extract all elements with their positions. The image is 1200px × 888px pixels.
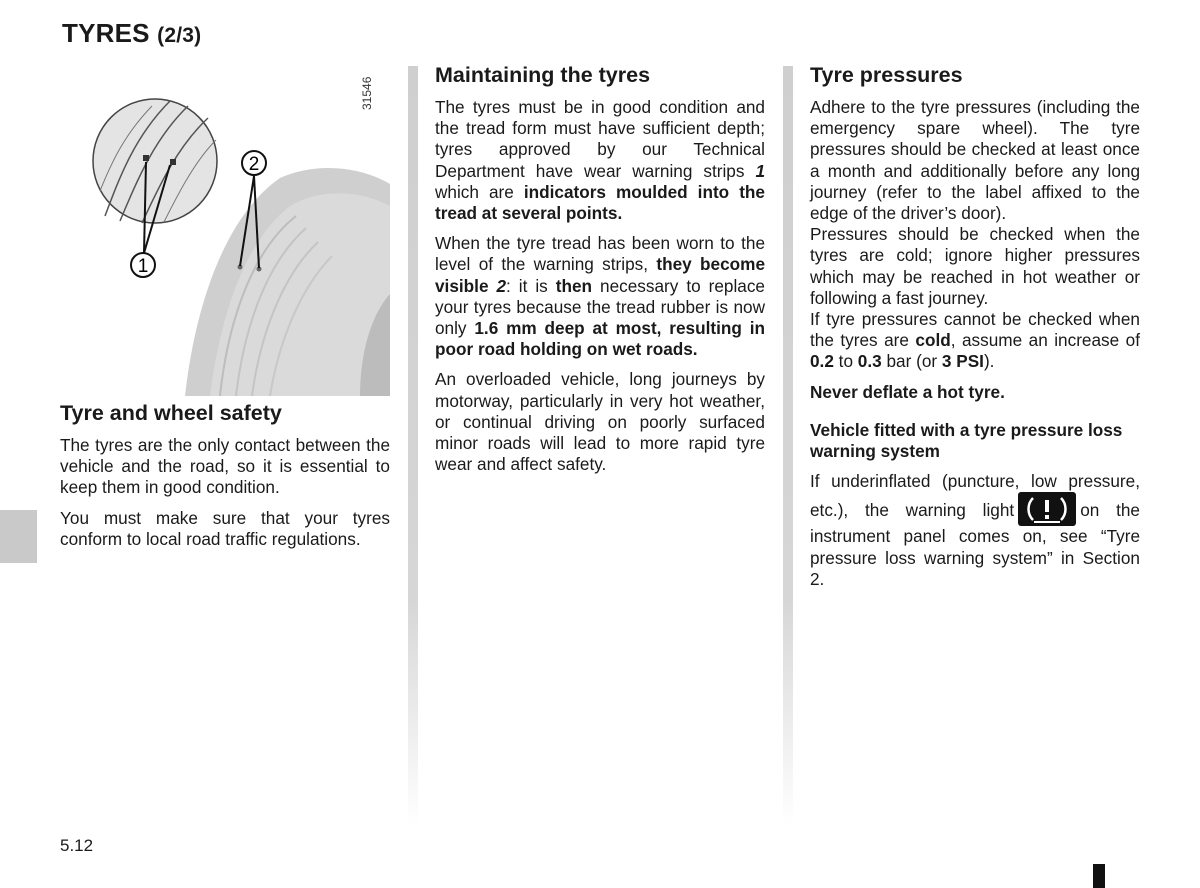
maintaining-tyres-heading: Maintaining the tyres — [435, 63, 651, 87]
column-divider-right — [783, 66, 793, 826]
corner-mark — [1093, 864, 1105, 888]
pressures-paragraph-2: Pressures should be checked when the tyres are cold; ignore higher pressures which may be reached in hot weather or following a fast journey. — [810, 224, 1140, 308]
tyre-pressures-heading: Tyre pressures — [810, 63, 963, 87]
maintaining-paragraph-2: When the tyre tread has been worn to the level of the warning strips, they become visible 2: it is then necessary to replace your tyres because the tread rubber is now only 1.6 mm deep at most, resulting in poor road holding on wet roads. — [435, 233, 766, 360]
tyre-safety-paragraph-2: You must make sure that your tyres conform to local road traffic regulations. — [60, 507, 390, 549]
tread-detail — [93, 99, 217, 223]
callout-2-label: 2 — [248, 154, 260, 175]
maintaining-paragraph-3: An overloaded vehicle, long journeys by motorway, particularly in very hot weather, or continual driving on poorly surfaced minor roads will lead to more rapid tyre wear and affect safety. — [435, 369, 765, 475]
column-divider-left — [408, 66, 418, 826]
tyre-safety-heading: Tyre and wheel safety — [60, 401, 282, 425]
pressures-paragraph-1: Adhere to the tyre pressures (including the emergency spare wheel). The tyre pressures should be checked at least once a month and additionally before any long journey (refer to the label affixed to the edge of the driver’s door). — [810, 97, 1140, 224]
warning-system-subheading: Vehicle fitted with a tyre pressure loss warning system — [810, 419, 1123, 462]
pressures-paragraph-3: If tyre pressures cannot be checked when the tyres are cold, assume an increase of 0.2 to 0.3 bar (or 3 PSI). — [810, 309, 1140, 372]
pressures-paragraph-4: If underinflated (puncture, low pressure, etc.), the warning light on the instrument panel comes on, see “Tyre pressure loss warning system” in Section 2. — [810, 471, 1140, 589]
tyre-drawing — [60, 66, 392, 396]
callout-1-label: 1 — [137, 256, 149, 277]
page-title — [62, 18, 201, 49]
hot-tyre-warning: Never deflate a hot tyre. — [810, 381, 1005, 402]
tyre-safety-section — [60, 400, 390, 559]
page-title-text: TYRES — [62, 18, 150, 48]
tyre-illustration — [60, 66, 392, 396]
tyre-pressure-warning-icon — [1018, 492, 1076, 526]
maintaining-paragraph-1: The tyres must be in good condition and the tread form must have sufficient depth; tyres approved by our Technical Department have wear warning strips 1 which are indicators moulded into the tread at several points. — [435, 97, 765, 224]
figure-code: 31546 — [360, 76, 374, 110]
tyre-pressures-section — [810, 62, 1140, 599]
page-title-part: (2/3) — [157, 24, 202, 47]
maintaining-tyres-section — [435, 62, 765, 484]
page-number: 5.12 — [60, 836, 94, 855]
tyre-safety-paragraph-1: The tyres are the only contact between the vehicle and the road, so it is essential to keep them in good condition. — [60, 435, 390, 498]
section-tab — [0, 510, 37, 563]
